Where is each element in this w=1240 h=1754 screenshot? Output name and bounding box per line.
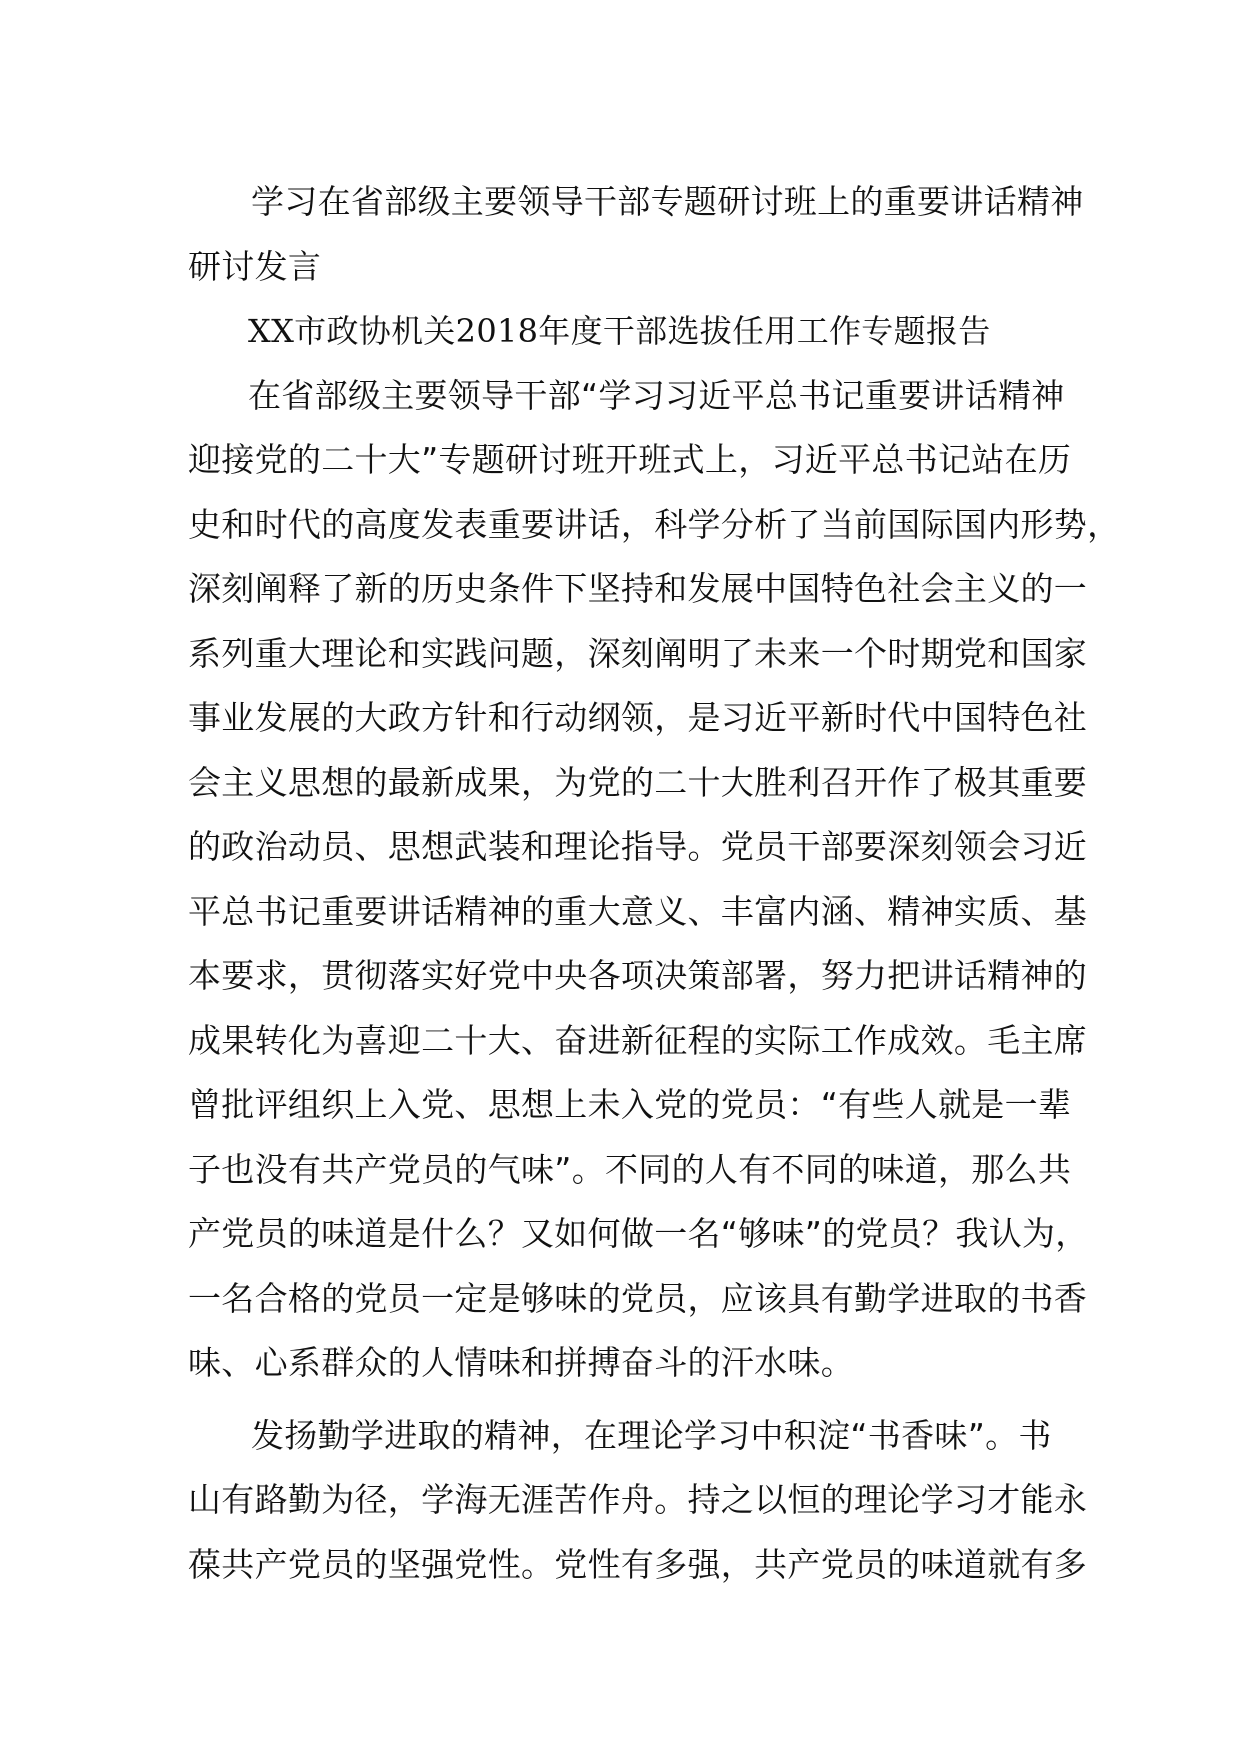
document-body [188, 170, 1121, 1597]
paragraph-line: 会主义思想的最新成果，为党的二十大胜利召开作了极其重要 [188, 762, 1088, 802]
paragraph-line: 曾批评组织上入党、思想上未入党的党员：“有些人就是一辈 [188, 1085, 1072, 1124]
paragraph-line: 子也没有共产党员的气味”。不同的人有不同的味道，那么共 [188, 1149, 1072, 1189]
paragraph-line: 迎接党的二十大”专题研讨班开班式上，习近平总书记站在历 [188, 440, 1072, 479]
paragraph-line: 山有路勤为径，学海无涯苦作舟。持之以恒的理论学习才能永 [188, 1480, 1088, 1519]
paragraph-line: 系列重大理论和实践问题，深刻阐明了未来一个时期党和国家 [188, 633, 1088, 673]
paragraph-line: 深刻阐释了新的历史条件下坚持和发展中国特色社会主义的一 [188, 569, 1088, 608]
paragraph-line: 葆共产党员的坚强党性。党性有多强，共产党员的味道就有多 [188, 1544, 1088, 1584]
paragraph-line: 事业发展的大政方针和行动纲领，是习近平新时代中国特色社 [188, 698, 1088, 737]
paragraph-line: 发扬勤学进取的精神，在理论学习中积淀“书香味”。书 [251, 1415, 1052, 1455]
paragraph-line: 本要求，贯彻落实好党中央各项决策部署，努力把讲话精神的 [188, 956, 1088, 995]
document-title-line-2: 研讨发言 [188, 246, 322, 286]
paragraph-line: 产党员的味道是什么？又如何做一名“够味”的党员？我认为， [188, 1214, 1089, 1253]
paragraph-2 [188, 1404, 1088, 1598]
document-subtitle: XX市政协机关2018年度干部选拔任用工作专题报告 [248, 312, 991, 350]
paragraph-line: 味、心系群众的人情味和拼搏奋斗的汗水味。 [188, 1343, 854, 1382]
paragraph-1 [188, 364, 1121, 1396]
paragraph-line: 成果转化为喜迎二十大、奋进新征程的实际工作成效。毛主席 [188, 1020, 1088, 1060]
paragraph-line: 在省部级主要领导干部“学习习近平总书记重要讲话精神 [248, 375, 1065, 415]
paragraph-line: 的政治动员、思想武装和理论指导。党员干部要深刻领会习近 [188, 827, 1088, 866]
document-title-line-1: 学习在省部级主要领导干部专题研讨班上的重要讲话精神 [251, 182, 1084, 221]
paragraph-line: 一名合格的党员一定是够味的党员，应该具有勤学进取的书香 [188, 1278, 1088, 1318]
paragraph-line: 史和时代的高度发表重要讲话，科学分析了当前国际国内形势， [188, 504, 1121, 544]
paragraph-line: 平总书记重要讲话精神的重大意义、丰富内涵、精神实质、基 [188, 891, 1088, 931]
